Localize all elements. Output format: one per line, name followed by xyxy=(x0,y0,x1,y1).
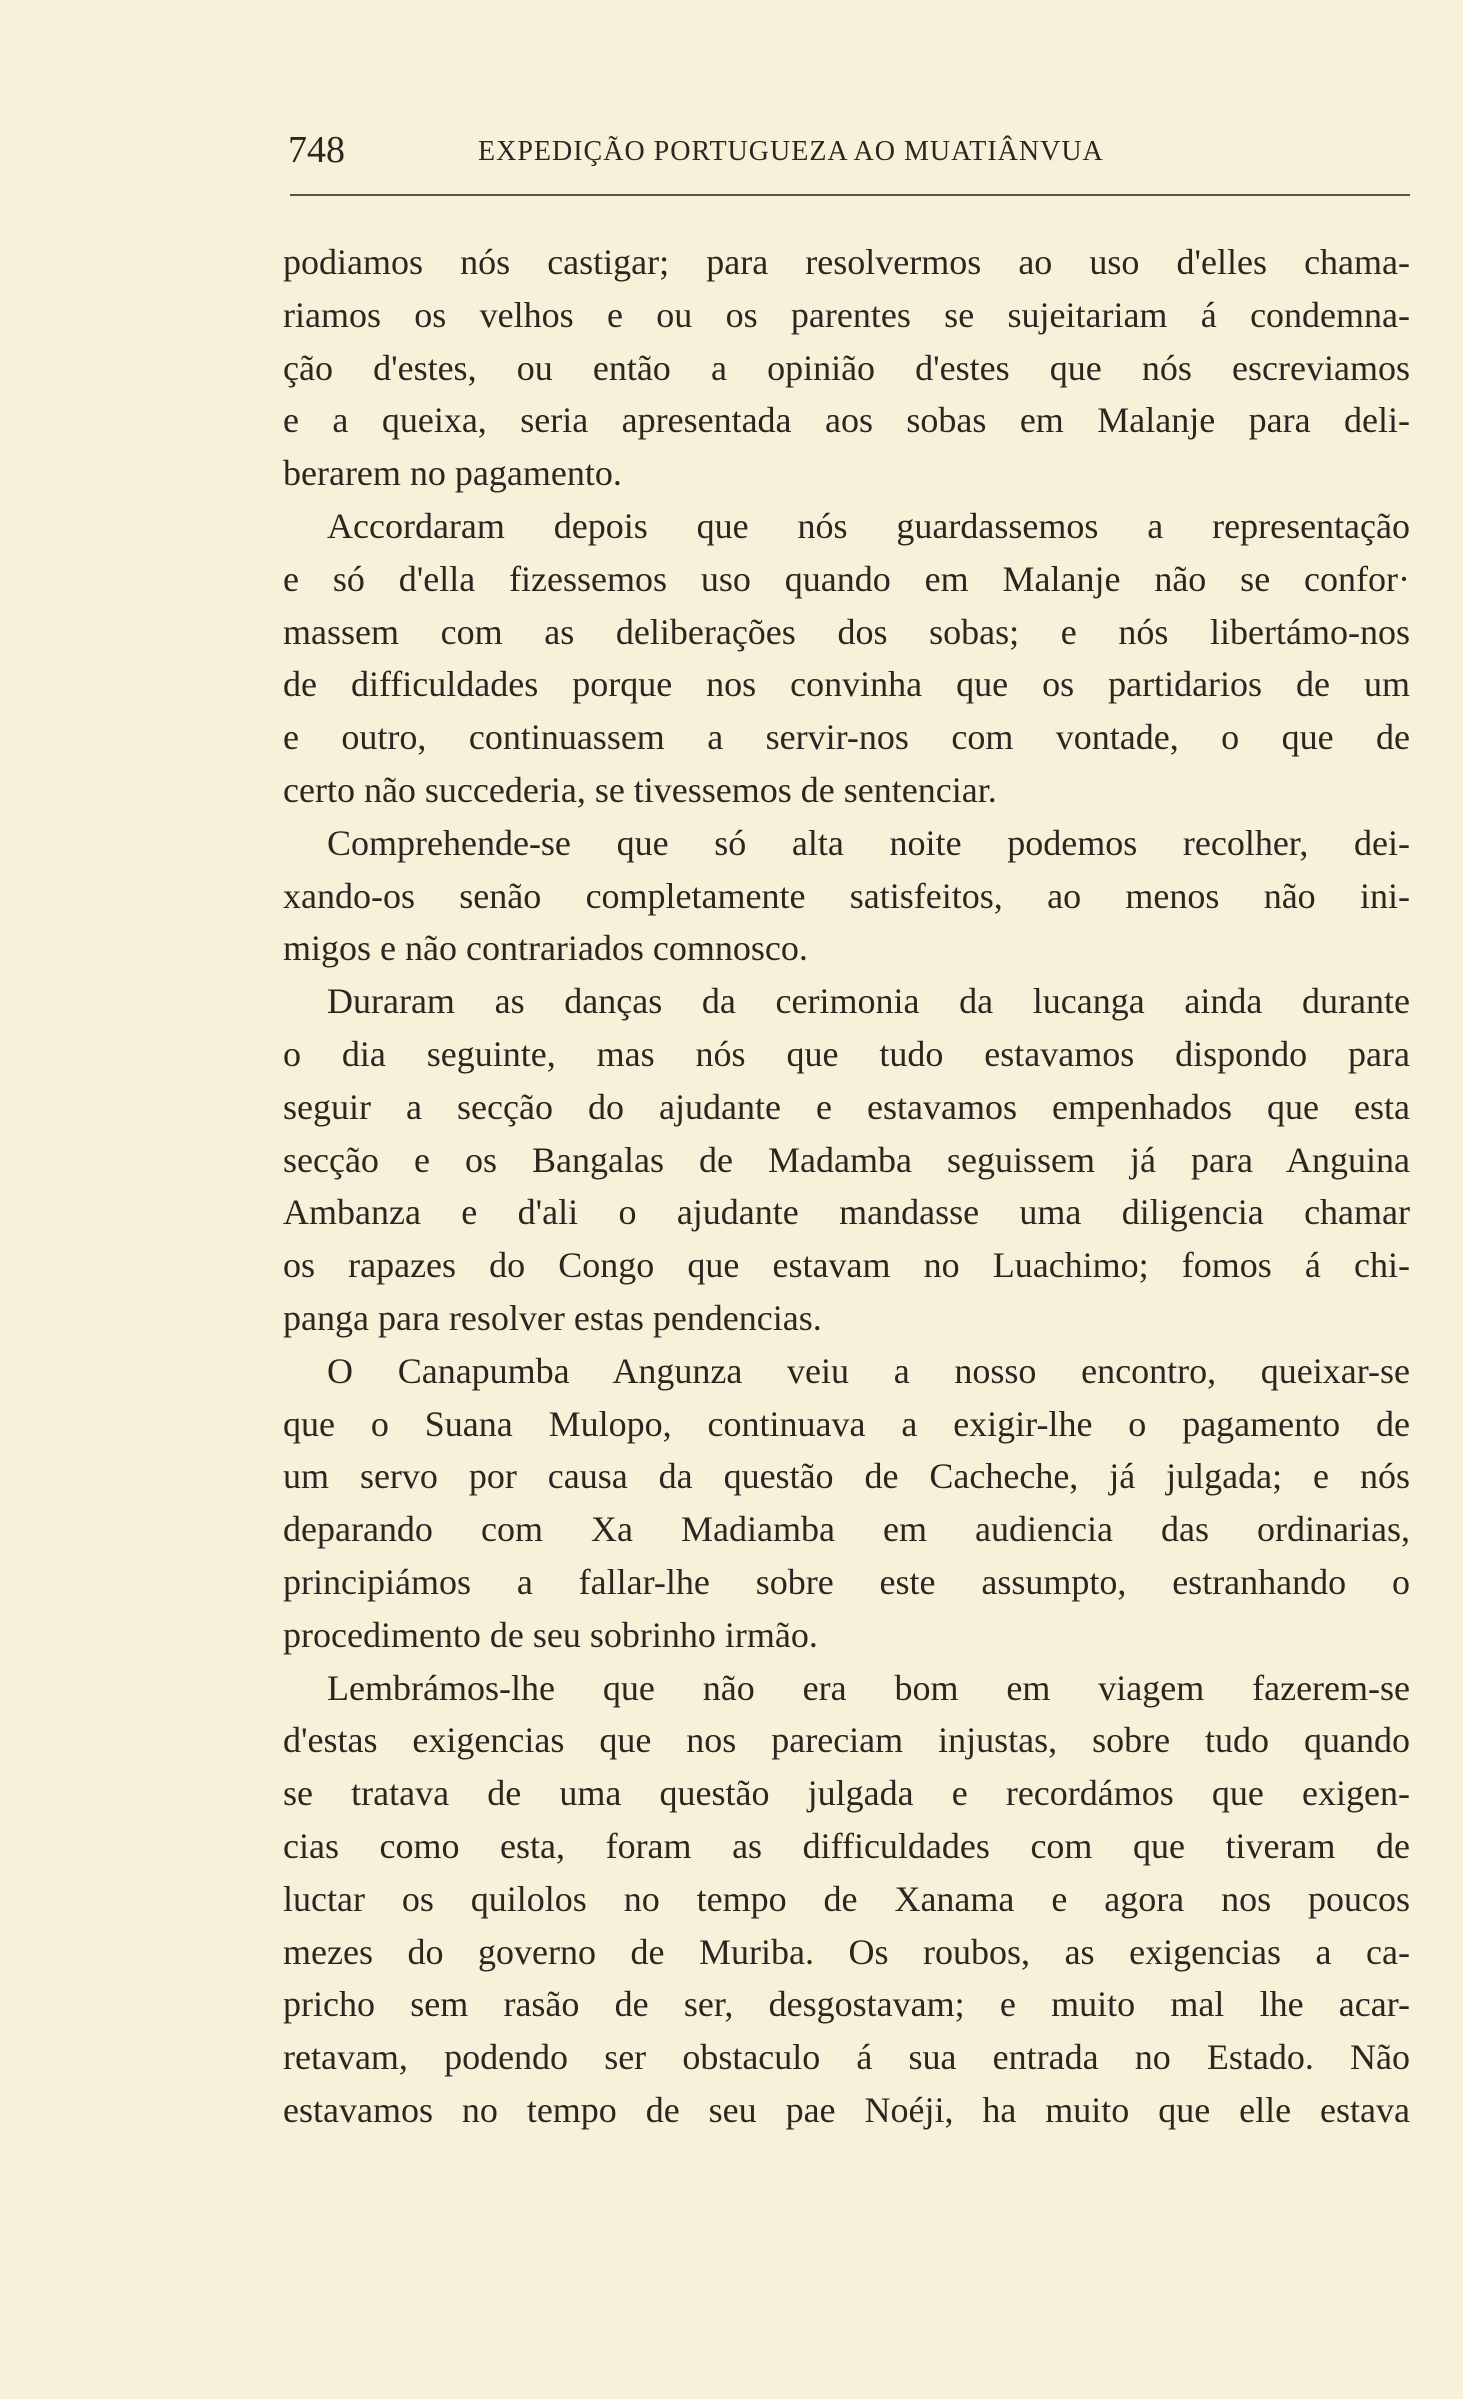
text-line: ção d'estes, ou então a opinião d'estes que nós escreviamos xyxy=(283,347,1410,388)
text-line: Comprehende-se que só alta noite podemos recolher, dei- xyxy=(327,822,1410,863)
text-line: deparando com Xa Madiamba em audiencia das ordinarias, xyxy=(283,1509,1410,1550)
text-line: cias como esta, foram as difficuldades com que tiveram de xyxy=(283,1825,1410,1866)
text-line: se tratava de uma questão julgada e recordámos que exigen- xyxy=(283,1773,1410,1814)
text-line: e só d'ella fizessemos uso quando em Malanje não se confor· xyxy=(283,558,1410,599)
running-title: EXPEDIÇÃO PORTUGUEZA AO MUATIÂNVUA xyxy=(478,136,1104,167)
text-line: pricho sem rasão de ser, desgostavam; e muito mal lhe acar- xyxy=(283,1984,1410,2025)
text-line: procedimento de seu sobrinho irmão. xyxy=(283,1614,818,1655)
text-line: luctar os quilolos no tempo de Xanama e agora nos poucos xyxy=(283,1878,1410,1919)
text-line: estavamos no tempo de seu pae Noéji, ha muito que elle estava xyxy=(283,2089,1410,2130)
text-line: massem com as deliberações dos sobas; e nós libertámo-nos xyxy=(283,611,1410,652)
text-line: Lembrámos-lhe que não era bom em viagem fazerem-se xyxy=(327,1667,1410,1708)
text-line: riamos os velhos e ou os parentes se sujeitariam á condemna- xyxy=(283,294,1410,335)
text-line: os rapazes do Congo que estavam no Luachimo; fomos á chi- xyxy=(283,1245,1410,1286)
text-line: O Canapumba Angunza veiu a nosso encontro, queixar-se xyxy=(327,1350,1410,1391)
text-line: e a queixa, seria apresentada aos sobas em Malanje para deli- xyxy=(283,400,1410,441)
text-line: berarem no pagamento. xyxy=(283,453,622,494)
text-line: e outro, continuassem a servir-nos com vontade, o que de xyxy=(283,717,1410,758)
text-line: o dia seguinte, mas nós que tudo estavamos dispondo para xyxy=(283,1033,1410,1074)
text-line: d'estas exigencias que nos pareciam injustas, sobre tudo quando xyxy=(283,1720,1410,1761)
text-line: que o Suana Mulopo, continuava a exigir-lhe o pagamento de xyxy=(283,1403,1410,1444)
text-line: de difficuldades porque nos convinha que os partidarios de um xyxy=(283,664,1410,705)
text-line: podiamos nós castigar; para resolvermos ao uso d'elles chama- xyxy=(283,242,1410,282)
text-line: secção e os Bangalas de Madamba seguissem já para Anguina xyxy=(283,1139,1410,1180)
page-number: 748 xyxy=(288,129,345,171)
text-line: panga para resolver estas pendencias. xyxy=(283,1297,822,1338)
text-line: certo não succederia, se tivessemos de sentenciar. xyxy=(283,769,997,810)
text-line: retavam, podendo ser obstaculo á sua entrada no Estado. Não xyxy=(283,2037,1410,2078)
text-line: um servo por causa da questão de Cacheche, já julgada; e nós xyxy=(283,1456,1410,1497)
text-line: Ambanza e d'ali o ajudante mandasse uma diligencia chamar xyxy=(283,1192,1410,1233)
body-text xyxy=(283,236,1410,2137)
text-line: Duraram as danças da cerimonia da lucanga ainda durante xyxy=(327,981,1410,1022)
text-line: principiámos a fallar-lhe sobre este assumpto, estranhando o xyxy=(283,1561,1410,1602)
header-rule xyxy=(290,194,1410,196)
text-line: seguir a secção do ajudante e estavamos empenhados que esta xyxy=(283,1086,1410,1127)
text-line: mezes do governo de Muriba. Os roubos, as exigencias a ca- xyxy=(283,1931,1410,1972)
text-line: migos e não contrariados comnosco. xyxy=(283,928,808,969)
text-line: Accordaram depois que nós guardassemos a representação xyxy=(327,505,1410,546)
text-line: xando-os senão completamente satisfeitos, ao menos não ini- xyxy=(283,875,1410,916)
